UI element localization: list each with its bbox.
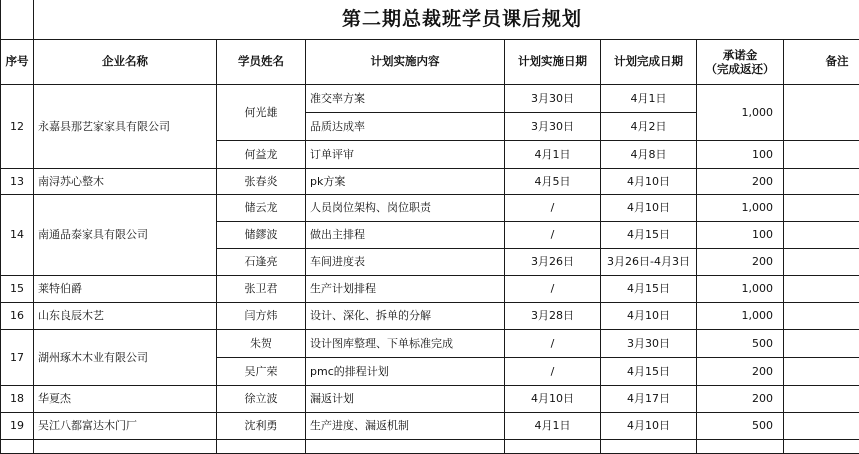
finish-date-cell[interactable]: 4月10日	[601, 412, 697, 439]
empty-cell[interactable]	[697, 439, 784, 453]
pledge-cell[interactable]: 500	[697, 329, 784, 357]
finish-date-cell[interactable]: 4月15日	[601, 221, 697, 248]
start-date-cell[interactable]: 4月10日	[505, 385, 601, 412]
company-cell[interactable]: 华夏杰	[34, 385, 217, 412]
plan-cell[interactable]: 设计图库整理、下单标准完成	[306, 329, 505, 357]
finish-date-cell[interactable]: 4月17日	[601, 385, 697, 412]
empty-cell[interactable]	[505, 439, 601, 453]
remark-cell[interactable]	[784, 302, 859, 329]
remark-cell[interactable]	[784, 140, 859, 168]
empty-cell[interactable]	[217, 439, 306, 453]
row-no[interactable]: 18	[1, 385, 34, 412]
pledge-cell[interactable]: 500	[697, 412, 784, 439]
finish-date-cell[interactable]: 4月15日	[601, 357, 697, 385]
table-row	[1, 302, 859, 329]
remark-cell[interactable]	[784, 84, 859, 140]
student-cell[interactable]: 闫方炜	[217, 302, 306, 329]
start-date-cell[interactable]: 4月1日	[505, 140, 601, 168]
pledge-cell[interactable]: 100	[697, 221, 784, 248]
start-date-cell[interactable]: /	[505, 221, 601, 248]
plan-cell[interactable]: 品质达成率	[306, 112, 505, 140]
table-row	[1, 168, 859, 194]
header-pledge-line1: 承诺金	[701, 48, 779, 62]
remark-cell[interactable]	[784, 221, 859, 248]
student-cell[interactable]: 徐立波	[217, 385, 306, 412]
sheet-title[interactable]: 第二期总裁班学员课后规划	[34, 0, 859, 39]
empty-cell[interactable]	[34, 439, 217, 453]
header-student[interactable]: 学员姓名	[217, 39, 306, 84]
remark-cell[interactable]	[784, 248, 859, 275]
plan-cell[interactable]: 人员岗位架构、岗位职责	[306, 194, 505, 221]
plan-cell[interactable]: 车间进度表	[306, 248, 505, 275]
pledge-cell[interactable]: 200	[697, 357, 784, 385]
header-pledge-line2: （完成返还）	[701, 62, 779, 76]
pledge-cell[interactable]: 1,000	[697, 302, 784, 329]
table-row	[1, 194, 859, 221]
title-row	[1, 0, 859, 39]
header-finish[interactable]: 计划完成日期	[601, 39, 697, 84]
start-date-cell[interactable]: 4月1日	[505, 412, 601, 439]
header-no[interactable]: 序号	[1, 39, 34, 84]
header-row	[1, 39, 859, 84]
row-no[interactable]: 14	[1, 194, 34, 275]
plan-cell[interactable]: pmc的排程计划	[306, 357, 505, 385]
finish-date-cell[interactable]: 4月1日	[601, 84, 697, 112]
student-cell[interactable]: 石逢亮	[217, 248, 306, 275]
student-cell[interactable]: 朱贺	[217, 329, 306, 357]
remark-cell[interactable]	[784, 168, 859, 194]
start-date-cell[interactable]: 3月28日	[505, 302, 601, 329]
row-no[interactable]: 19	[1, 412, 34, 439]
empty-cell[interactable]	[306, 439, 505, 453]
start-date-cell[interactable]: 3月26日	[505, 248, 601, 275]
student-cell[interactable]: 储鏐波	[217, 221, 306, 248]
remark-cell[interactable]	[784, 357, 859, 385]
start-date-cell[interactable]: 3月30日	[505, 112, 601, 140]
company-cell[interactable]: 南浔苏心整木	[34, 168, 217, 194]
header-remark[interactable]: 备注	[784, 39, 859, 84]
start-date-cell[interactable]: /	[505, 194, 601, 221]
plan-cell[interactable]: 生产进度、漏返机制	[306, 412, 505, 439]
finish-date-cell[interactable]: 3月26日-4月3日	[601, 248, 697, 275]
company-cell[interactable]: 吴江八都富达木门厂	[34, 412, 217, 439]
student-cell[interactable]: 吴广荣	[217, 357, 306, 385]
pledge-cell[interactable]: 200	[697, 385, 784, 412]
header-start[interactable]: 计划实施日期	[505, 39, 601, 84]
table-row	[1, 385, 859, 412]
row-no[interactable]: 13	[1, 168, 34, 194]
student-cell[interactable]: 沈利勇	[217, 412, 306, 439]
finish-date-cell[interactable]: 4月10日	[601, 302, 697, 329]
start-date-cell[interactable]: /	[505, 329, 601, 357]
cell-blank[interactable]	[1, 0, 34, 39]
company-cell[interactable]: 山东良辰木艺	[34, 302, 217, 329]
student-cell[interactable]: 何益龙	[217, 140, 306, 168]
pledge-cell[interactable]: 200	[697, 168, 784, 194]
start-date-cell[interactable]: /	[505, 357, 601, 385]
plan-cell[interactable]: 准交率方案	[306, 84, 505, 112]
pledge-cell[interactable]: 1,000	[697, 84, 784, 140]
empty-cell[interactable]	[1, 439, 34, 453]
empty-cell[interactable]	[601, 439, 697, 453]
finish-date-cell[interactable]: 4月8日	[601, 140, 697, 168]
plan-cell[interactable]: 订单评审	[306, 140, 505, 168]
row-no[interactable]: 16	[1, 302, 34, 329]
student-cell[interactable]: 张卫君	[217, 275, 306, 302]
table-row	[1, 275, 859, 302]
row-no[interactable]: 12	[1, 84, 34, 168]
pledge-cell[interactable]: 1,000	[697, 275, 784, 302]
plan-cell[interactable]: 漏返计划	[306, 385, 505, 412]
remark-cell[interactable]	[784, 194, 859, 221]
start-date-cell[interactable]: 4月5日	[505, 168, 601, 194]
remark-cell[interactable]	[784, 329, 859, 357]
plan-cell[interactable]: 设计、深化、拆单的分解	[306, 302, 505, 329]
company-cell[interactable]: 湖州琢木木业有限公司	[34, 329, 217, 385]
table-row	[1, 329, 859, 357]
plan-cell[interactable]: 生产计划排程	[306, 275, 505, 302]
company-cell[interactable]: 莱特伯爵	[34, 275, 217, 302]
row-no[interactable]: 17	[1, 329, 34, 385]
pledge-cell[interactable]: 1,000	[697, 194, 784, 221]
header-pledge[interactable]	[697, 39, 784, 84]
empty-cell[interactable]	[784, 439, 859, 453]
plan-cell[interactable]: pk方案	[306, 168, 505, 194]
student-cell[interactable]: 储云龙	[217, 194, 306, 221]
student-cell[interactable]: 张春炎	[217, 168, 306, 194]
finish-date-cell[interactable]: 4月15日	[601, 275, 697, 302]
start-date-cell[interactable]: 3月30日	[505, 84, 601, 112]
table-row	[1, 439, 859, 453]
pledge-cell[interactable]: 200	[697, 248, 784, 275]
start-date-cell[interactable]: /	[505, 275, 601, 302]
table-row	[1, 412, 859, 439]
finish-date-cell[interactable]: 4月2日	[601, 112, 697, 140]
finish-date-cell[interactable]: 4月10日	[601, 168, 697, 194]
finish-date-cell[interactable]: 4月10日	[601, 194, 697, 221]
pledge-cell[interactable]: 100	[697, 140, 784, 168]
remark-cell[interactable]	[784, 385, 859, 412]
header-plan[interactable]: 计划实施内容	[306, 39, 505, 84]
student-cell[interactable]: 何光雄	[217, 84, 306, 140]
finish-date-cell[interactable]: 3月30日	[601, 329, 697, 357]
remark-cell[interactable]	[784, 412, 859, 439]
company-cell[interactable]: 南通品泰家具有限公司	[34, 194, 217, 275]
table-row	[1, 84, 859, 112]
plan-cell[interactable]: 做出主排程	[306, 221, 505, 248]
header-company[interactable]: 企业名称	[34, 39, 217, 84]
remark-cell[interactable]	[784, 275, 859, 302]
row-no[interactable]: 15	[1, 275, 34, 302]
company-cell[interactable]: 永嘉县那艺家家具有限公司	[34, 84, 217, 168]
